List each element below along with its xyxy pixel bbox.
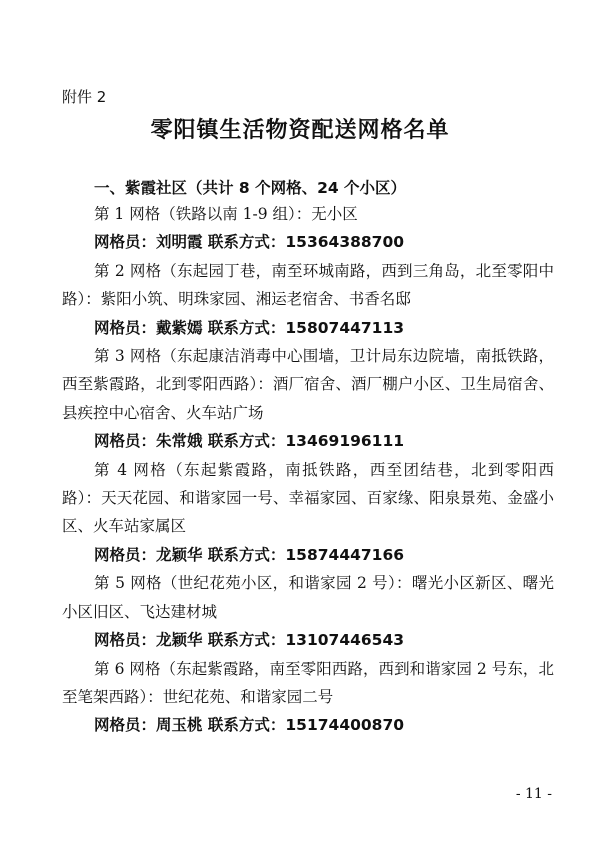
grid-2-description: 第 2 网格（东起园丁巷，南至环城南路，西到三角岛，北至零阳中路）：紫阳小筑、明珠家园、湘运老宿舍、书香名邸 <box>62 261 554 309</box>
attachment-label: 附件 2 <box>62 88 107 106</box>
document-title: 零阳镇生活物资配送网格名单 <box>150 117 450 143</box>
grid-3-description: 第 3 网格（东起康洁消毒中心围墙，卫计局东边院墙，南抵铁路，西至紫霞路，北到零阳西路）：酒厂宿舍、酒厂棚户小区、卫生局宿舍、县疾控中心宿舍、火车站广场 <box>62 347 554 422</box>
page-number: - 11 - <box>515 786 552 802</box>
grid-3-contact: 网格员：朱常娥 联系方式：13469196111 <box>94 432 405 451</box>
document-body <box>62 200 554 740</box>
grid-1-contact: 网格员：刘明霞 联系方式：15364388700 <box>94 233 405 252</box>
grid-4-contact: 网格员：龙颖华 联系方式：15874447166 <box>94 545 405 564</box>
grid-5-contact: 网格员：龙颖华 联系方式：13107446543 <box>94 631 405 650</box>
grid-4-description: 第 4 网格（东起紫霞路，南抵铁路，西至团结巷，北到零阳西路）：天天花园、和谐家园一号、幸福家园、百家缘、阳泉景苑、金盛小区、火车站家属区 <box>62 460 554 536</box>
grid-2-contact: 网格员：戴紫嫣 联系方式：15807447113 <box>94 318 405 337</box>
grid-6-description: 第 6 网格（东起紫霞路，南至零阳西路，西到和谐家园 2 号东，北至笔架西路）：世纪花苑、和谐家园二号 <box>62 659 554 706</box>
grid-1-description: 第 1 网格（铁路以南 1-9 组）：无小区 <box>94 205 358 223</box>
grid-6-contact: 网格员：周玉桃 联系方式：15174400870 <box>94 716 405 735</box>
section-heading: 一、紫霞社区（共计 8 个网格、24 个小区） <box>94 179 407 197</box>
grid-5-description: 第 5 网格（世纪花苑小区，和谐家园 2 号）：曙光小区新区、曙光小区旧区、飞达建材城 <box>62 574 554 621</box>
